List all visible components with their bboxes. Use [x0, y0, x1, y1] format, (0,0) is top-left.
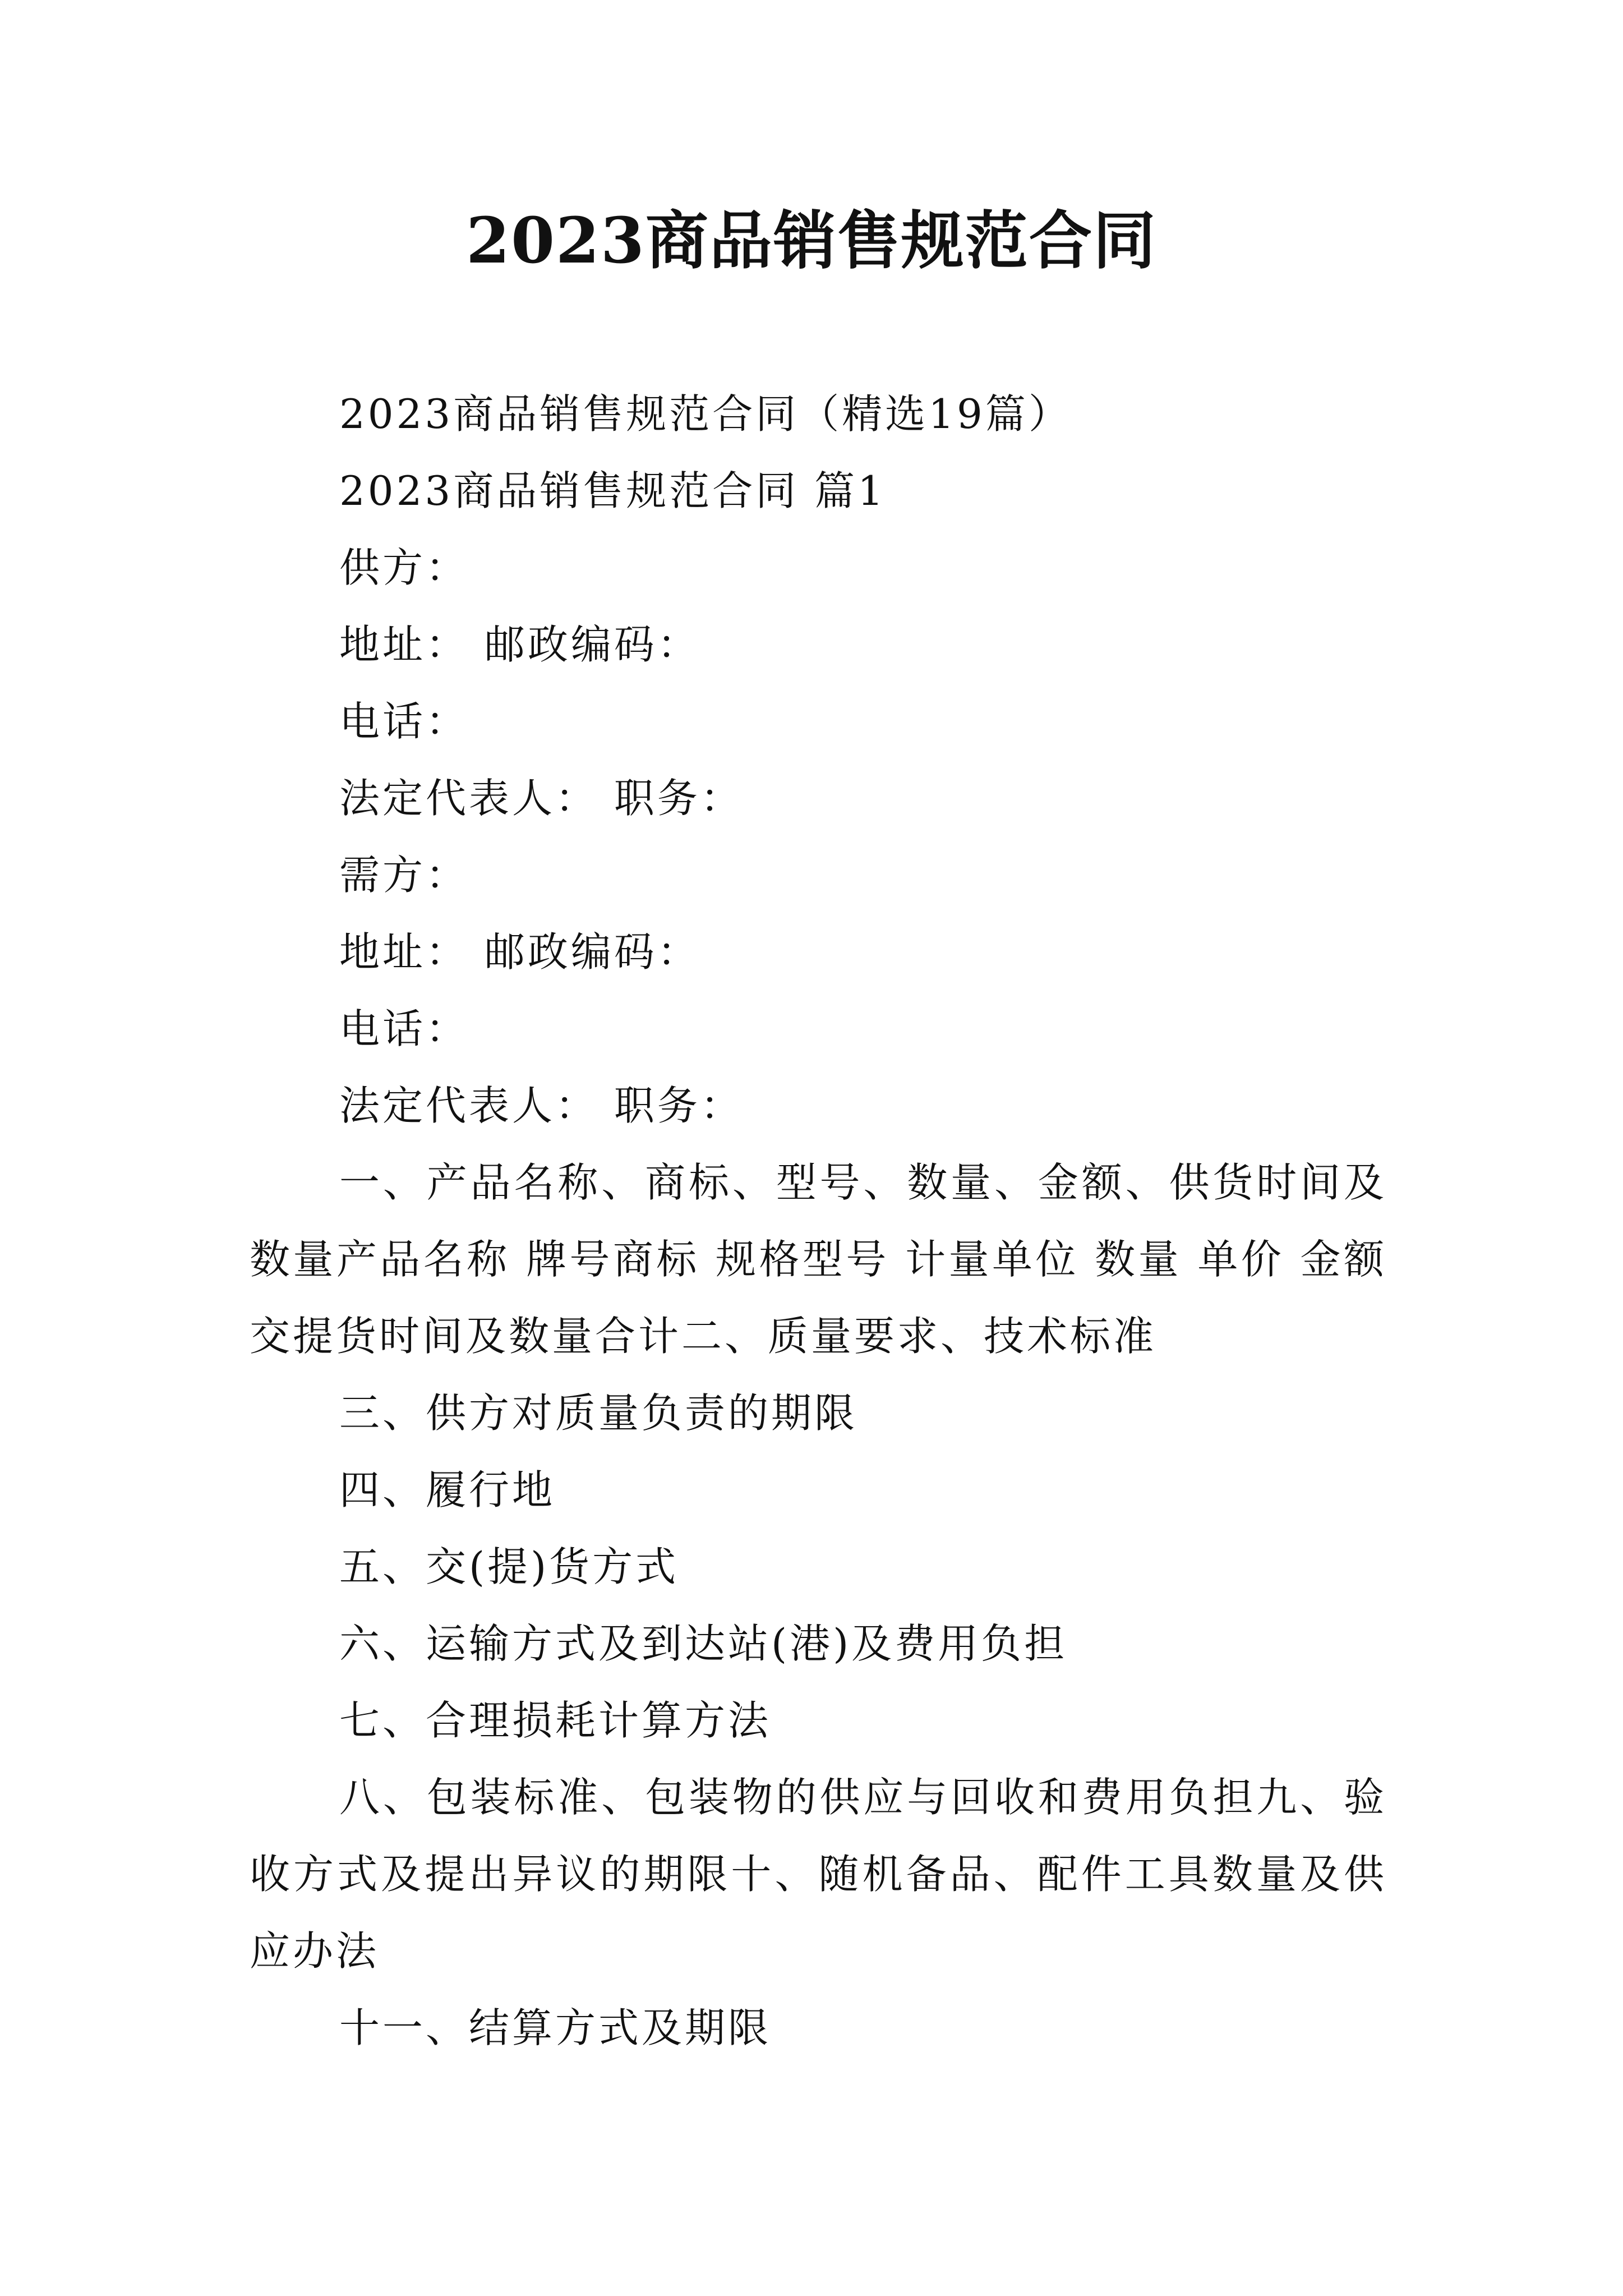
- document-body: [250, 376, 1387, 2067]
- buyer-representative-line: 法定代表人： 职务：: [339, 1082, 744, 1129]
- buyer-label: 需方：: [339, 852, 469, 899]
- clause-11-paragraph: 十一、结算方式及期限: [339, 2004, 772, 2051]
- clause-7-paragraph: 七、合理损耗计算方法: [339, 1697, 772, 1744]
- supplier-address-line: 地址： 邮政编码：: [339, 621, 700, 668]
- clause-6-paragraph: 六、运输方式及到达站(港)及费用负担: [339, 1620, 1068, 1667]
- supplier-representative-line: 法定代表人： 职务：: [339, 775, 744, 822]
- subtitle-paragraph: 2023商品销售规范合同（精选19篇）: [339, 390, 1072, 438]
- buyer-address-line: 地址： 邮政编码：: [339, 928, 700, 976]
- buyer-phone-line: 电话：: [339, 1005, 469, 1052]
- supplier-label: 供方：: [339, 544, 469, 591]
- clause-3-paragraph: 三、供方对质量负责的期限: [339, 1389, 858, 1437]
- document-title: 2023商品销售规范合同: [466, 204, 1157, 278]
- supplier-phone-line: 电话：: [339, 698, 469, 745]
- clause-8-10-paragraph: 八、包装标准、包装物的供应与回收和费用负担九、验收方式及提出异议的期限十、随机备品、配件工具数量及供应办法: [250, 1774, 1387, 1975]
- clause-1-2-paragraph: 一、产品名称、商标、型号、数量、金额、供货时间及数量产品名称 牌号商标 规格型号 计量单位 数量 单价 金额交提货时间及数量合计二、质量要求、技术标准: [250, 1159, 1387, 1360]
- section-heading: 2023商品销售规范合同 篇1: [339, 467, 886, 514]
- clause-4-paragraph: 四、履行地: [339, 1466, 556, 1513]
- clause-5-paragraph: 五、交(提)货方式: [339, 1543, 679, 1590]
